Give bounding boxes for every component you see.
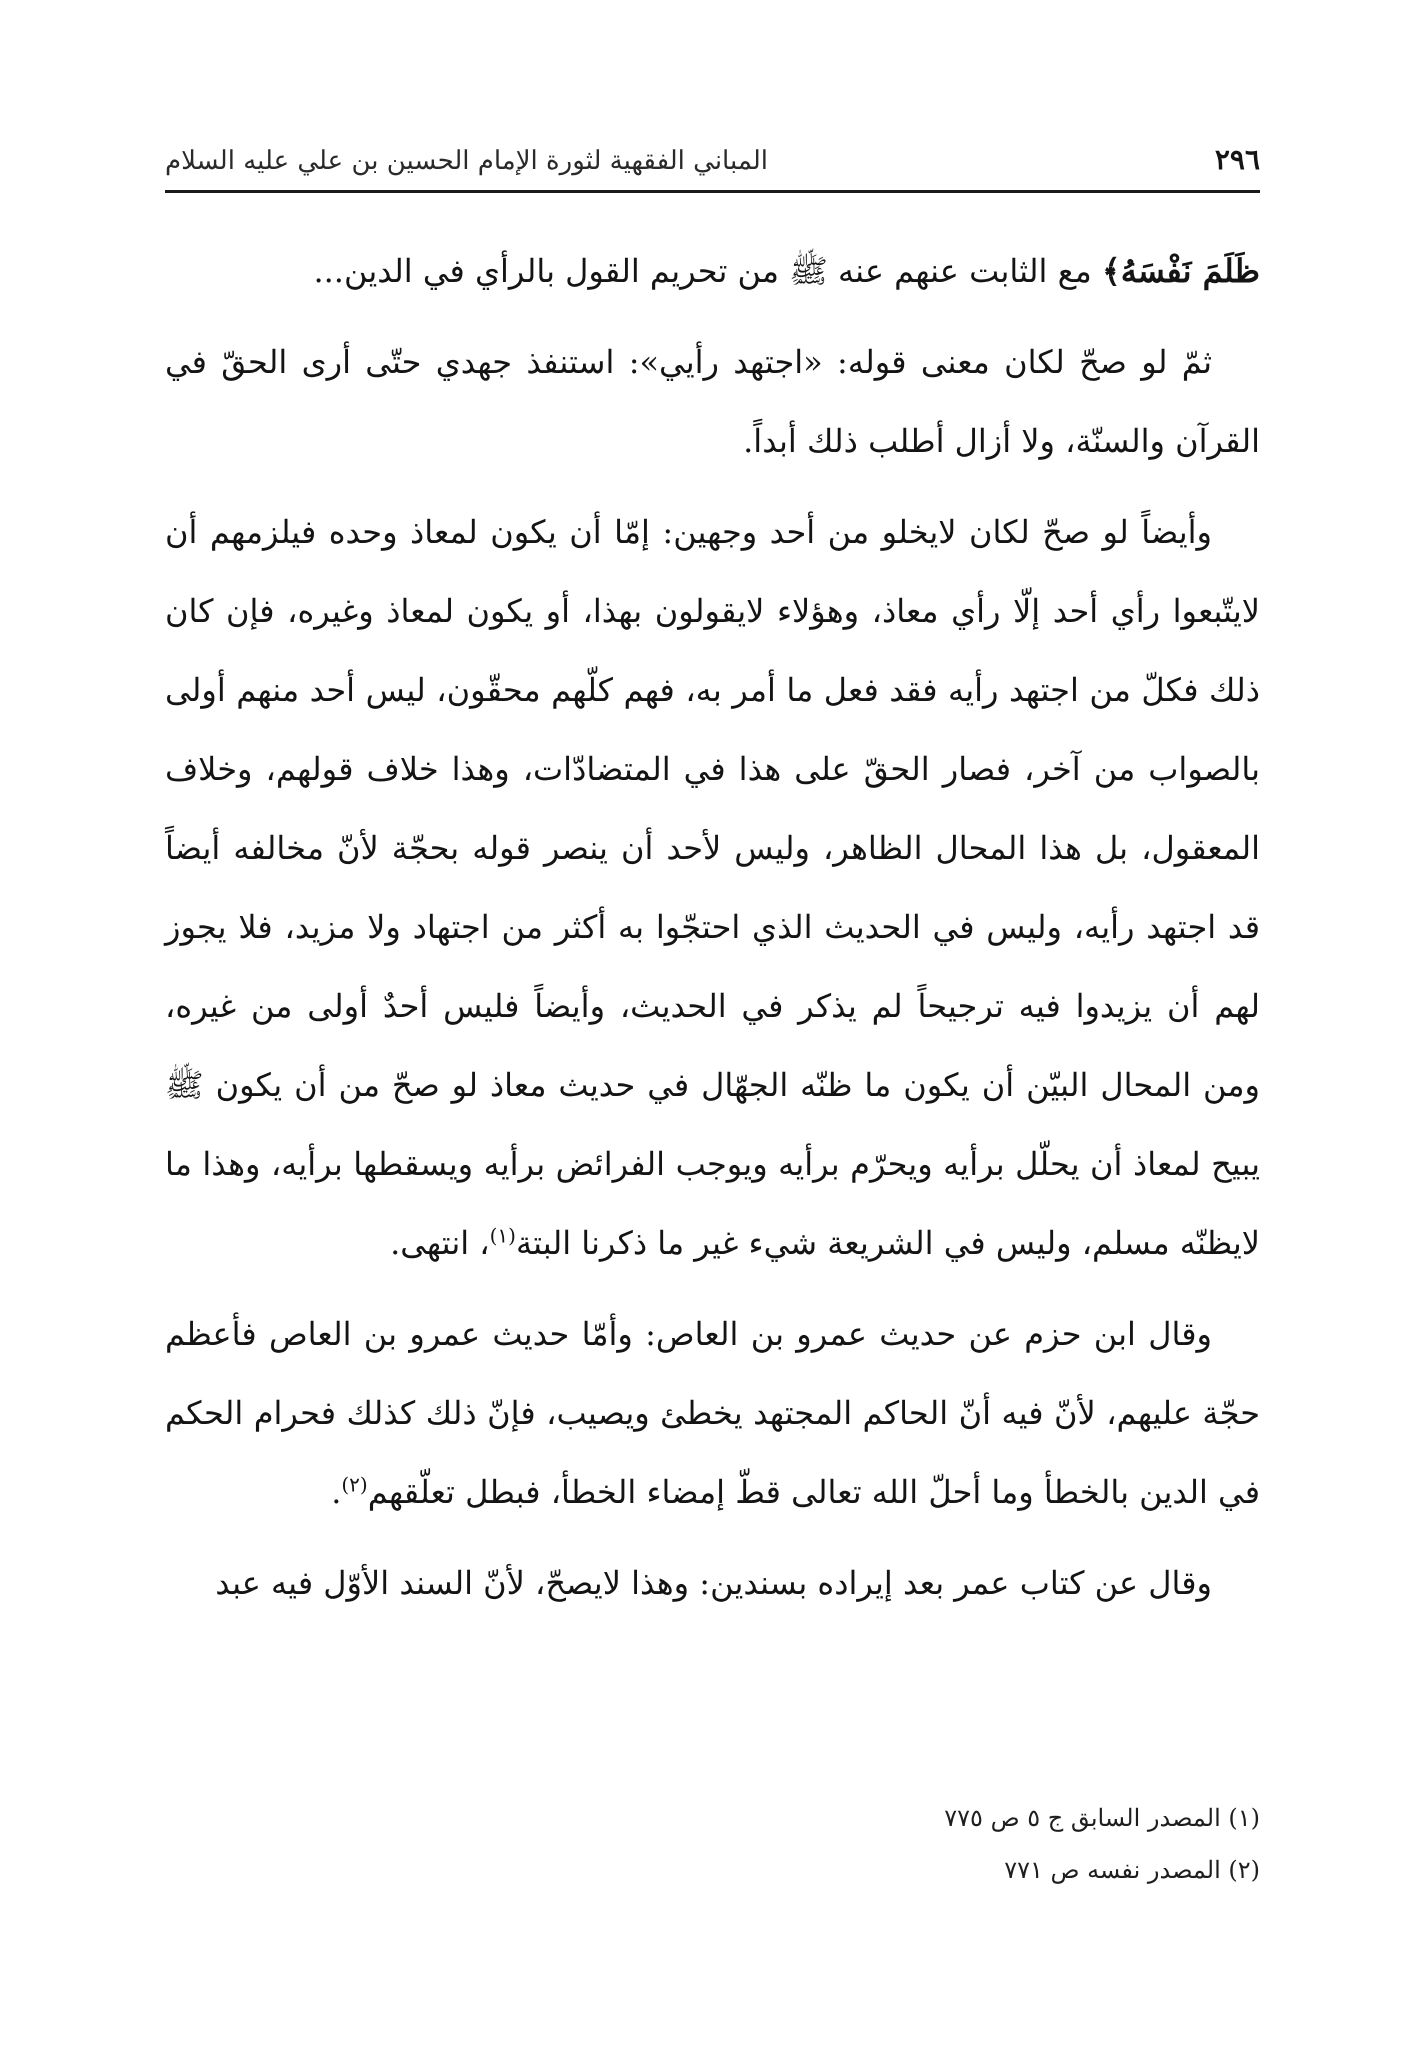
paragraph-3 — [165, 493, 1260, 1283]
running-header — [165, 128, 1260, 176]
footnotes — [165, 1792, 1260, 1896]
running-title: المباني الفقهية لثورة الإمام الحسين بن علي عليه السلام — [165, 146, 769, 176]
paragraph-3-end: ، انتهى. — [390, 1224, 490, 1262]
paragraph-1-text: مع الثابت عنهم عنه ﷺ من تحريم القول بالرأي في الدين... — [313, 252, 1102, 290]
header-divider — [165, 190, 1260, 193]
page-number: ٢٩٦ — [1214, 143, 1260, 176]
paragraph-4-end: . — [331, 1473, 342, 1511]
paragraph-2: ثمّ لو صحّ لكان معنى قوله: «اجتهد رأيي»: استنفذ جهدي حتّى أرى الحقّ في القرآن والسنّة، ولا أزال أطلب ذلك أبداً. — [165, 343, 1260, 460]
footnote-ref-2[interactable]: (٢) — [341, 1472, 368, 1497]
quran-quote: ظَلَمَ نَفْسَهُ﴾ — [1101, 252, 1260, 290]
paragraph-5: وقال عن كتاب عمر بعد إيراده بسندين: وهذا لايصحّ، لأنّ السند الأوّل فيه عبد — [215, 1564, 1212, 1602]
paragraph-4 — [165, 1295, 1260, 1532]
footnote-ref-1[interactable]: (١) — [489, 1223, 516, 1248]
paragraph-4-text: وقال ابن حزم عن حديث عمرو بن العاص: وأمّا حديث عمرو بن العاص فأعظم حجّة عليهم، لأنّ فيه أنّ الحاكم المجتهد يخطئ ويصيب، فإنّ ذلك كذلك فحرام الحكم في الدين بالخطأ وما أحلّ الله تعالى قطّ إمضاء الخطأ، فبطل تعلّقهم — [165, 1315, 1261, 1511]
paragraph-3-text: وأيضاً لو صحّ لكان لايخلو من أحد وجهين: إمّا أن يكون لمعاذ وحده فيلزمهم أن لايتّبعوا رأي أحد إلّا رأي معاذ، وهؤلاء لايقولون بهذا، أو يكون لمعاذ وغيره، فإن كان ذلك فكلّ من اجتهد رأيه فقد فعل ما أمر به، فهم كلّهم محقّون، ليس أحد منهم أولى بالصواب من آخر، فصار الحقّ على هذا في المتضادّات، وهذا خلاف قولهم، وخلاف المعقول، بل هذا المحال الظاهر، وليس لأحد أن ينصر قوله بحجّة لأنّ مخالفه أيضاً قد اجتهد رأيه، وليس في الحديث الذي احتجّوا به أكثر من اجتهاد ولا مزيد، فلا يجوز لهم أن يزيدوا فيه ترجيحاً لم يذكر في الحديث، وأيضاً فليس أحدٌ أولى من غيره، ومن المحال البيّن أن يكون ما ظنّه الجهّال في حديث معاذ لو صحّ من أن يكون ﷺ يبيح لمعاذ أن يحلّل برأيه ويحرّم برأيه ويوجب الفرائض برأيه ويسقطها برأيه، وهذا ما لايظنّه مسلم، وليس في الشريعة شيء غير ما ذكرنا البتة — [165, 513, 1261, 1262]
footnote-2: (٢) المصدر نفسه ص ٧٧١ — [1004, 1856, 1260, 1884]
paragraph-1 — [165, 232, 1260, 311]
body-text — [165, 232, 1260, 1623]
footnote-1: (١) المصدر السابق ج ٥ ص ٧٧٥ — [944, 1804, 1260, 1832]
